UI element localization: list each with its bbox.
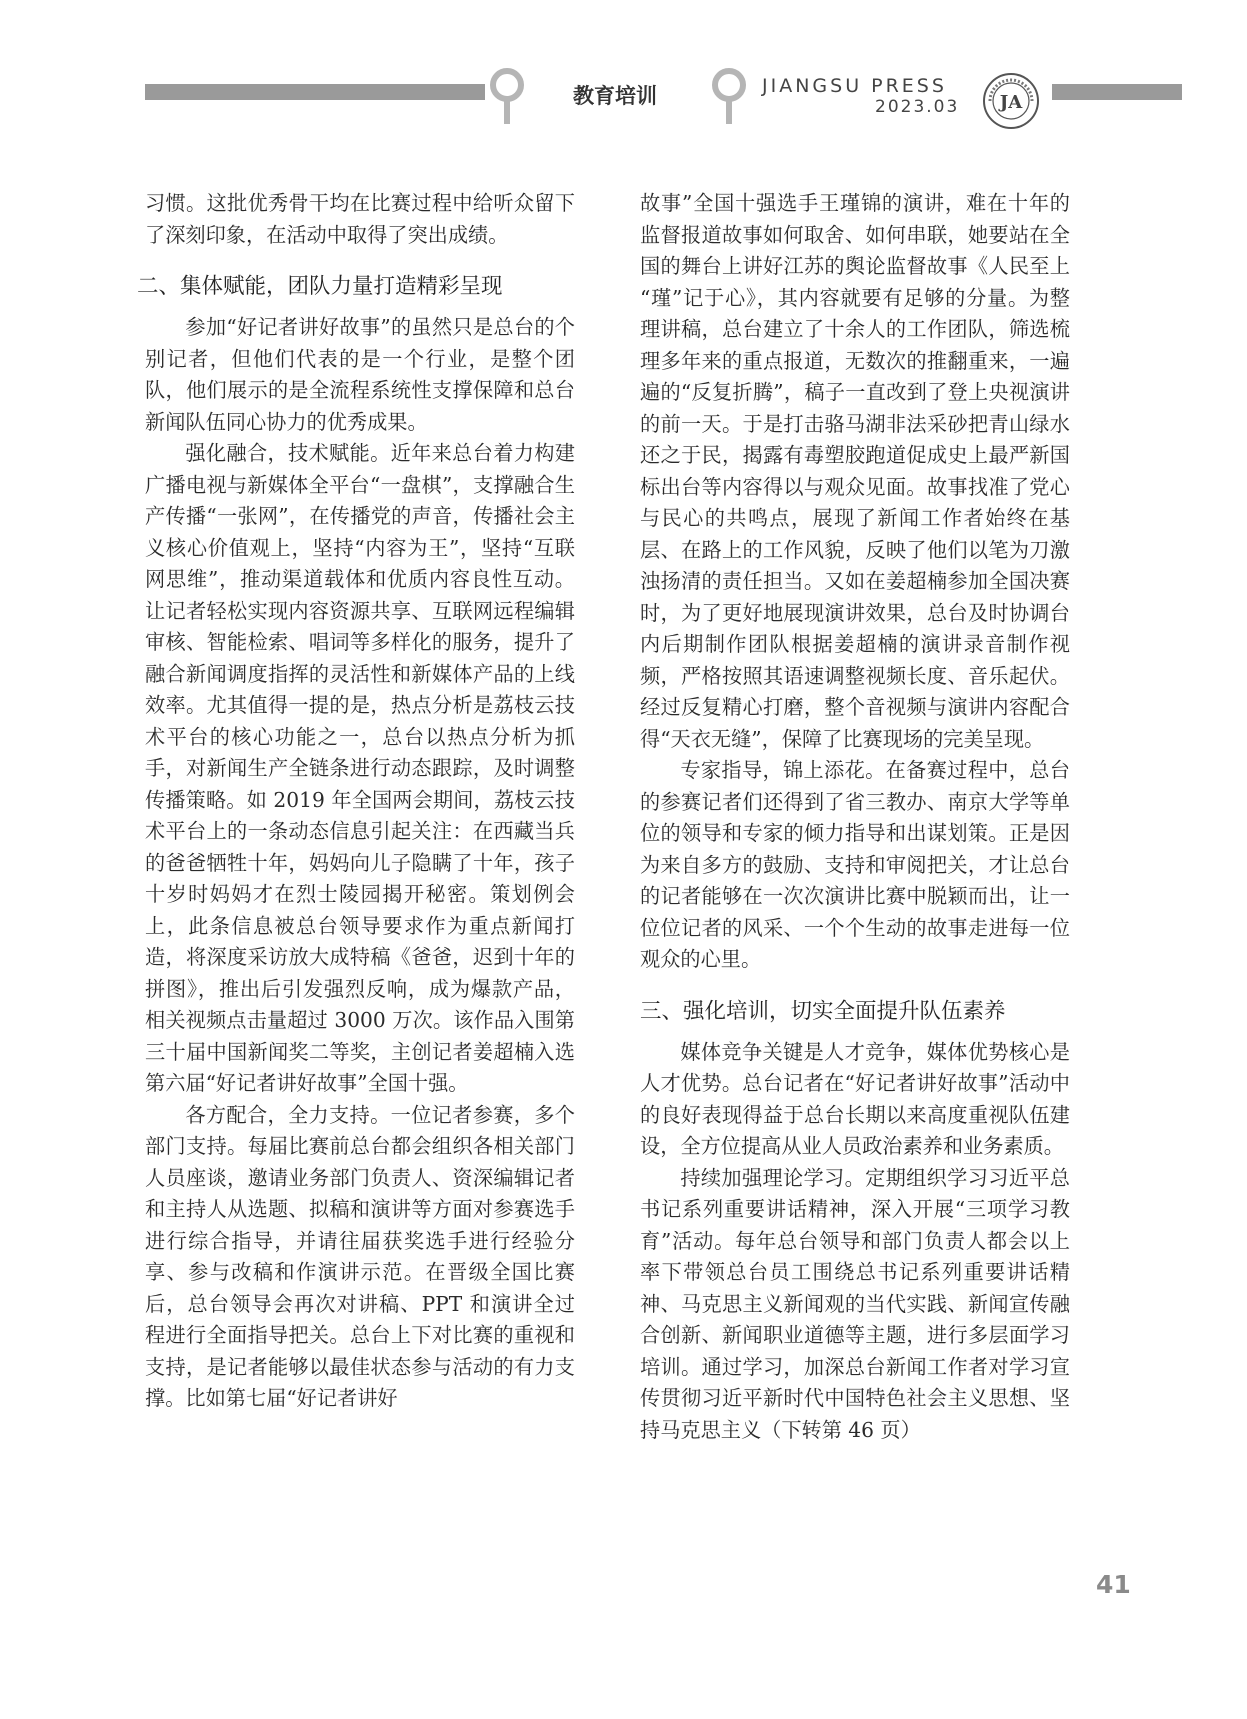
page-number: 41	[1096, 1570, 1131, 1599]
association-seal-logo	[982, 72, 1040, 130]
section-heading-2: 二、集体赋能，团队力量打造精彩呈现	[137, 274, 503, 299]
location-pin-icon	[710, 68, 748, 126]
body-paragraph: 专家指导，锦上添花。在备赛过程中，总台的参赛记者们还得到了省三教办、南京大学等单位的领导和专家的倾力指导和出谋划策。正是因为来自多方的鼓励、支持和审阅把关，才让总台的记者能够在一次次演讲比赛中脱颖而出，让一位位记者的风采、一个个生动的故事走进每一位观众的心里。	[640, 758, 1070, 971]
body-paragraph: 强化融合，技术赋能。近年来总台着力构建广播电视与新媒体全平台“一盘棋”，支撑融合生产传播“一张网”，在传播党的声音，传播社会主义核心价值观上，坚持“内容为王”，坚持“互联网思维”，推动渠道载体和优质内容良性互动。让记者轻松实现内容资源共享、互联网远程编辑审核、智能检索、唱词等多样化的服务，提升了融合新闻调度指挥的灵活性和新媒体产品的上线效率。尤其值得一提的是，热点分析是荔枝云技术平台的核心功能之一，总台以热点分析为抓手，对新闻生产全链条进行动态跟踪，及时调整传播策略。如 2019 年全国两会期间，荔枝云技术平台上的一条动态信息引起关注：在西藏当兵的爸爸牺牲十年，妈妈向儿子隐瞒了十年，孩子十岁时妈妈才在烈士陵园揭开秘密。策划例会上，此条信息被总台领导要求作为重点新闻打造，将深度采访放大成特稿《爸爸，迟到十年的拼图》，推出后引发强烈反响，成为爆款产品，相关视频点击量超过 3000 万次。该作品入围第三十届中国新闻奖二等奖，主创记者姜超楠入选第六届“好记者讲好故事”全国十强。	[145, 441, 575, 1095]
header-bar-right	[1052, 84, 1182, 100]
section-heading-3: 三、强化培训，切实全面提升队伍素养	[640, 998, 1006, 1024]
issue-date: 2023.03	[875, 97, 960, 117]
body-paragraph: 持续加强理论学习。定期组织学习习近平总书记系列重要讲话精神，深入开展“三项学习教育”活动。每年总台领导和部门负责人都会以上率下带领总台员工围绕总书记系列重要讲话精神、马克思主义新闻观的当代实践、新闻宣传融合创新、新闻职业道德等主题，进行多层面学习培训。通过学习，加深总台新闻工作者对学习宣传贯彻习近平新时代中国特色社会主义思想、坚持马克思主义（下转第 46 页）	[640, 1165, 1070, 1442]
section-label: 教育培训	[573, 84, 657, 108]
body-paragraph: 故事”全国十强选手王瑾锦的演讲，难在十年的监督报道故事如何取舍、如何串联，她要站在全国的舞台上讲好江苏的舆论监督故事《人民至上 “瑾”记于心》，其内容就要有足够的分量。为整理讲稿，总台建立了十余人的工作团队，筛选梳理多年来的重点报道，无数次的推翻重来，一遍遍的“反复折腾”，稿子一直改到了登上央视演讲的前一天。于是打击骆马湖非法采砂把青山绿水还之于民，揭露有毒塑胶跑道促成史上最严新国标出台等内容得以与观众见面。故事找准了党心与民心的共鸣点，展现了新闻工作者始终在基层、在路上的工作风貌，反映了他们以笔为刀激浊扬清的责任担当。又如在姜超楠参加全国决赛时，为了更好地展现演讲效果，总台及时协调台内后期制作团队根据姜超楠的演讲录音制作视频，严格按照其语速调整视频长度、音乐起伏。经过反复精心打磨，整个音视频与演讲内容配合得“天衣无缝”，保障了比赛现场的完美呈现。	[640, 191, 1070, 751]
body-paragraph: 参加“好记者讲好故事”的虽然只是总台的个别记者，但他们代表的是一个行业，是整个团队，他们展示的是全流程系统性支撑保障和总台新闻队伍同心协力的优秀成果。	[145, 315, 575, 434]
body-paragraph: 媒体竞争关键是人才竞争，媒体优势核心是人才优势。总台记者在“好记者讲好故事”活动中的良好表现得益于总台长期以来高度重视队伍建设，全方位提高从业人员政治素养和业务素质。	[640, 1039, 1070, 1158]
body-paragraph: 各方配合，全力支持。一位记者参赛，多个部门支持。每届比赛前总台都会组织各相关部门人员座谈，邀请业务部门负责人、资深编辑记者和主持人从选题、拟稿和演讲等方面对参赛选手进行综合指导，并请往届获奖选手进行经验分享、参与改稿和作演讲示范。在晋级全国比赛后，总台领导会再次对讲稿、PPT 和演讲全过程进行全面指导把关。总台上下对比赛的重视和支持，是记者能够以最佳状态参与活动的有力支撑。比如第七届“好记者讲好	[145, 1102, 575, 1410]
header-bar-left	[145, 84, 485, 100]
svg-text:JA: JA	[999, 92, 1023, 113]
right-column	[640, 188, 1070, 1446]
body-paragraph: 习惯。这批优秀骨干均在比赛过程中给听众留下了深刻印象，在活动中取得了突出成绩。	[145, 191, 575, 247]
location-pin-icon	[488, 68, 526, 126]
press-name: JIANGSU PRESS	[762, 75, 947, 97]
left-column	[137, 188, 575, 1415]
